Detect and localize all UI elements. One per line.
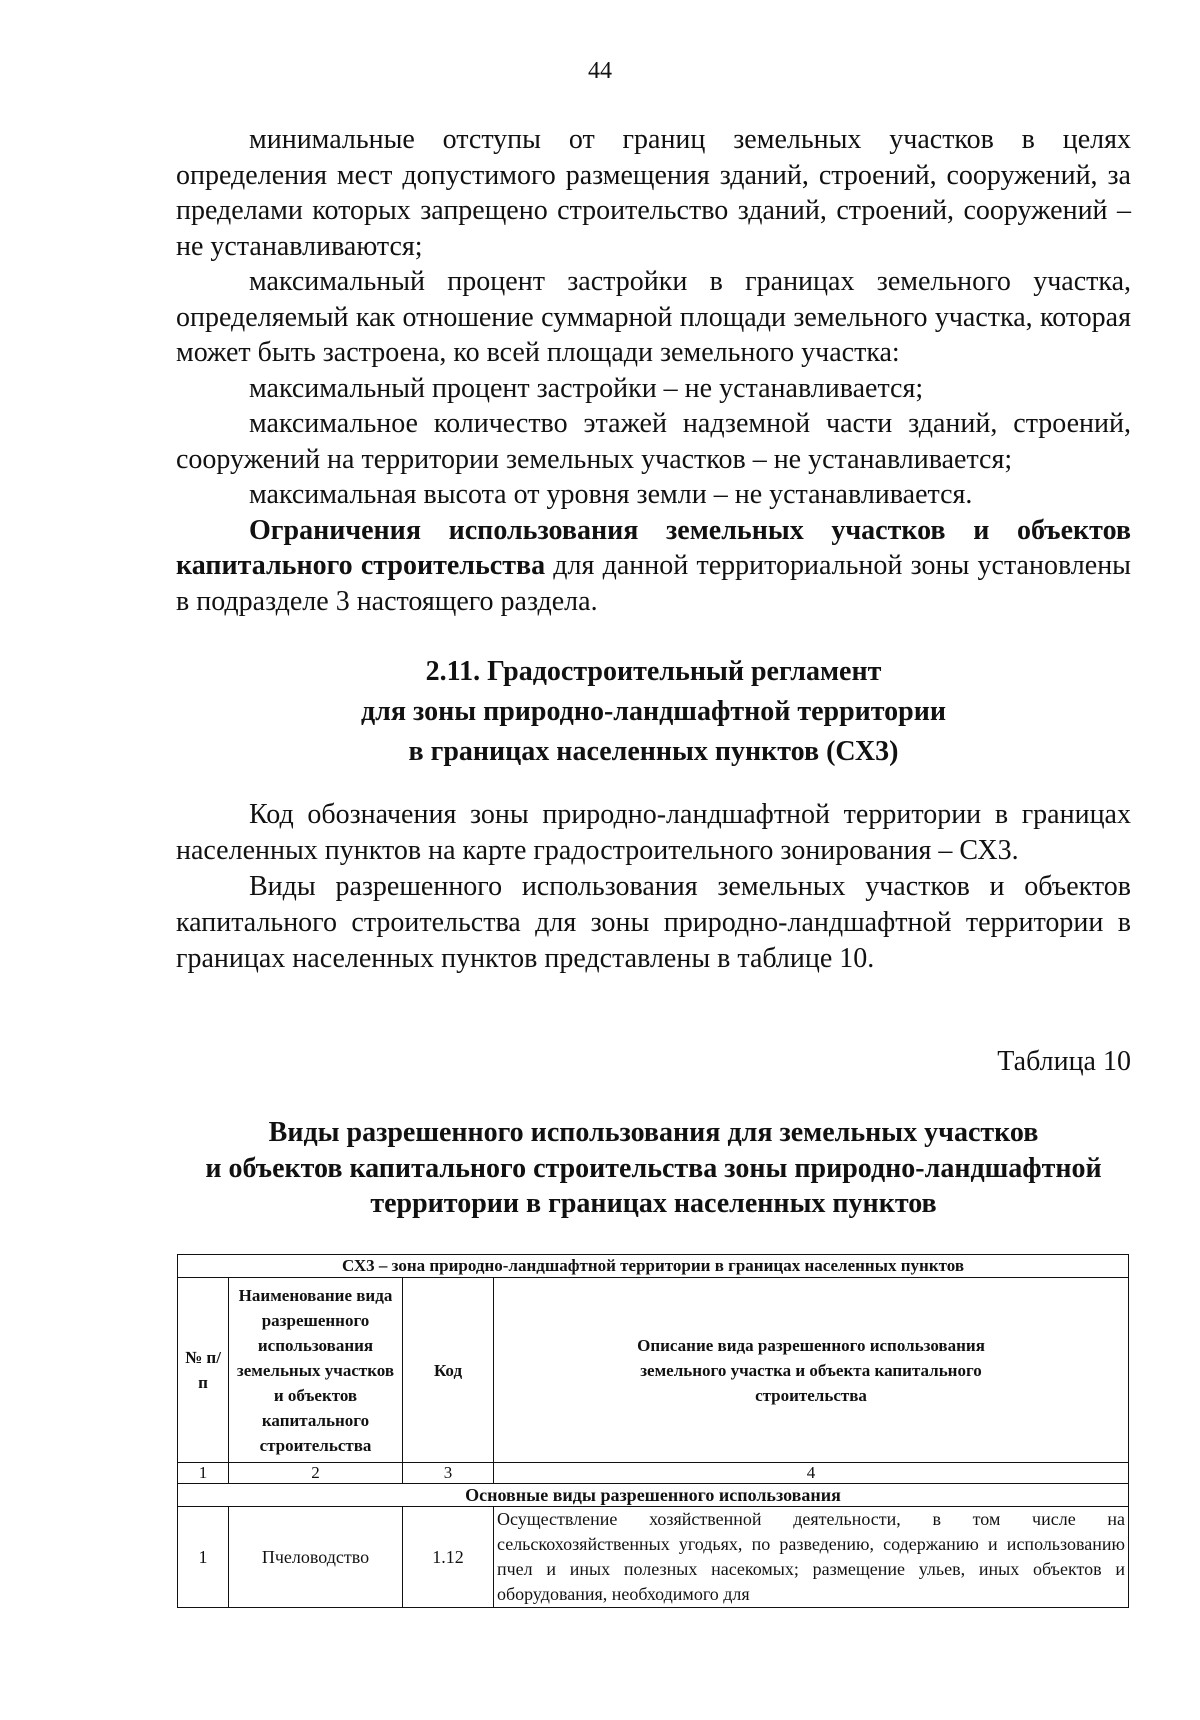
table-title-line-3: территории в границах населенных пунктов (370, 1188, 937, 1219)
paragraph-restrictions (176, 513, 1131, 620)
row-code: 1.12 (403, 1507, 494, 1608)
header-description: Описание вида разрешенного использования земельного участка и объекта капитального строительства (494, 1278, 1129, 1463)
section-title (176, 652, 1131, 772)
paragraph-coverage-definition: максимальный процент застройки в границах земельного участка, определяемый как отношение суммарной площади земельного участка, которая может быть застроена, ко всей площади земельного участка: (176, 266, 1131, 368)
section-title-line-2: для зоны природно-ландшафтной территории (360, 696, 947, 727)
paragraph-floors: максимальное количество этажей надземной части зданий, строений, сооружений на территории земельных участков – не устанавливается; (176, 408, 1131, 475)
table-title-line-2: и объектов капитального строительства зоны природно-ландшафтной (205, 1152, 1102, 1184)
header-name: Наименование вида разрешенного использования земельных участков и объектов капитального строительства (229, 1278, 403, 1463)
row-description: Осуществление хозяйственной деятельности, в том числе на сельскохозяйственных угодьях, по разведению, содержанию и использованию пчел и иных полезных насекомых; размещение ульев, иных объектов и оборудования, необходимого для (494, 1507, 1129, 1608)
paragraph-setbacks: минимальные отступы от границ земельных участков в целях определения мест допустимого размещения зданий, строений, сооружений, за пределами которых запрещено строительство зданий, строений, сооружений – не устанавливаются; (176, 124, 1131, 262)
header-num: № п/п (178, 1278, 229, 1463)
paragraph-height: максимальная высота от уровня земли – не устанавливается. (249, 479, 973, 510)
section-title-line-3: в границах населенных пунктов (СХ3) (408, 736, 899, 767)
page-number: 44 (588, 58, 612, 84)
restrictions-bold: Ограничения использования земельных участков и объектов капитального строительства (176, 514, 1131, 581)
paragraph-coverage: максимальный процент застройки – не устанавливается; (249, 372, 924, 404)
table-label: Таблица 10 (997, 1046, 1131, 1077)
index-cell: 3 (403, 1463, 494, 1484)
column-header-row (178, 1278, 1129, 1463)
zone-code-text (176, 797, 1131, 977)
subheader-row (178, 1484, 1129, 1507)
section-title-line-1: 2.11. Градостроительный регламент (425, 656, 882, 687)
header-code: Код (403, 1278, 494, 1463)
index-cell: 2 (229, 1463, 403, 1484)
permitted-uses-table (177, 1254, 1129, 1608)
row-number: 1 (178, 1507, 229, 1608)
paragraph-zone-code: Код обозначения зоны природно-ландшафтной территории в границах населенных пунктов на карте градостроительного зонирования – СХ3. (176, 799, 1131, 866)
table-title (176, 1115, 1131, 1222)
main-uses-subheader: Основные виды разрешенного использования (178, 1484, 1129, 1507)
zone-header-row (178, 1255, 1129, 1278)
table-row (178, 1507, 1129, 1608)
paragraph-permitted-uses: Виды разрешенного использования земельных участков и объектов капитального строительства для зоны природно-ландшафтной территории в границах населенных пунктов представлены в таблице 10. (176, 871, 1131, 974)
column-index-row (178, 1463, 1129, 1484)
regulation-text (176, 122, 1131, 619)
restrictions-rest: для данной территориальной зоны установлены в подразделе 3 настоящего раздела. (176, 550, 1131, 617)
row-use-name: Пчеловодство (229, 1507, 403, 1608)
table-title-line-1: Виды разрешенного использования для земельных участков (268, 1117, 1039, 1148)
index-cell: 1 (178, 1463, 229, 1484)
zone-header: СХ3 – зона природно-ландшафтной территории в границах населенных пунктов (178, 1255, 1129, 1278)
index-cell: 4 (494, 1463, 1129, 1484)
